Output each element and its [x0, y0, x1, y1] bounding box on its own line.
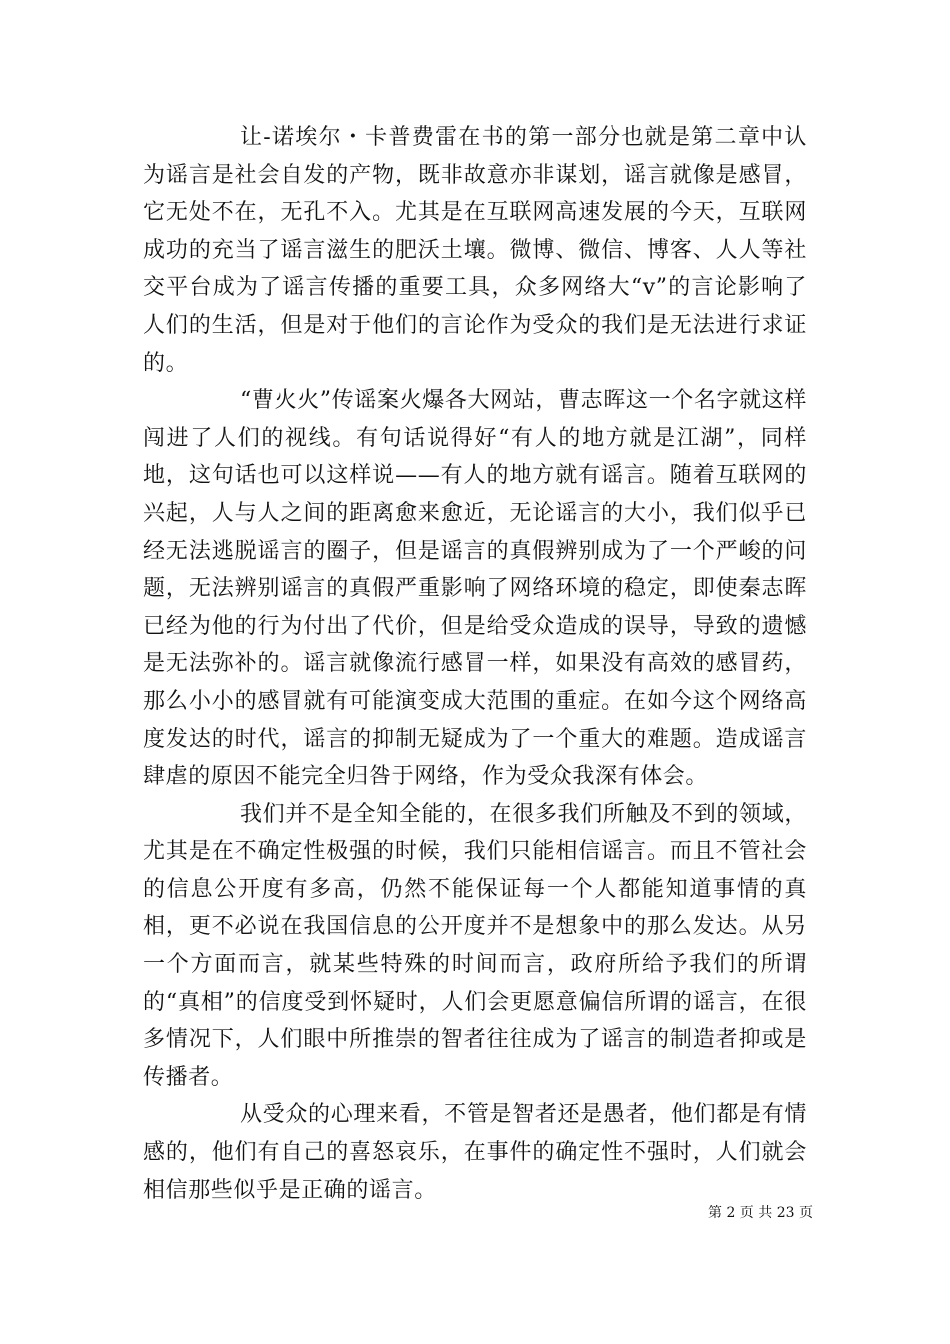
paragraph-1: 让-诺埃尔・卡普费雷在书的第一部分也就是第二章中认为谣言是社会自发的产物，既非故意亦非谋划，谣言就像是感冒，它无处不在，无孔不入。尤其是在互联网高速发展的今天，互联网成功的充当了谣言滋生的肥沃土壤。微博、微信、博客、人人等社交平台成为了谣言传播的重要工具，众多网络大“v”的言论影响了人们的生活，但是对于他们的言论作为受众的我们是无法进行求证的。 — [143, 125, 807, 376]
paragraph-3: 我们并不是全知全能的，在很多我们所触及不到的领域，尤其是在不确定性极强的时候，我们只能相信谣言。而且不管社会的信息公开度有多高，仍然不能保证每一个人都能知道事情的真相，更不必说在我国信息的公开度并不是想象中的那么发达。从另一个方面而言，就某些特殊的时间而言，政府所给予我们的所谓的“真相”的信度受到怀疑时，人们会更愿意偏信所谓的谣言，在很多情况下，人们眼中所推崇的智者往往成为了谣言的制造者抑或是传播者。 — [143, 801, 807, 1090]
body-text — [143, 119, 807, 1209]
paragraph-2: “曹火火”传谣案火爆各大网站，曹志晖这一个名字就这样闯进了人们的视线。有句话说得好“有人的地方就是江湖”，同样地，这句话也可以这样说——有人的地方就有谣言。随着互联网的兴起，人与人之间的距离愈来愈近，无论谣言的大小，我们似乎已经无法逃脱谣言的圈子，但是谣言的真假辨别成为了一个严峻的问题，无法辨别谣言的真假严重影响了网络环境的稳定，即使秦志晖已经为他的行为付出了代价，但是给受众造成的误导，导致的遗憾是无法弥补的。谣言就像流行感冒一样，如果没有高效的感冒药，那么小小的感冒就有可能演变成大范围的重症。在如今这个网络高度发达的时代，谣言的抑制无疑成为了一个重大的难题。造成谣言肆虐的原因不能完全归咎于网络，作为受众我深有体会。 — [143, 388, 807, 790]
paragraph-4: 从受众的心理来看，不管是智者还是愚者，他们都是有情感的，他们有自己的喜怒哀乐，在事件的确定性不强时，人们就会相信那些似乎是正确的谣言。 — [143, 1102, 807, 1203]
page-number-footer: 第 2 页 共 23 页 — [708, 1205, 813, 1221]
